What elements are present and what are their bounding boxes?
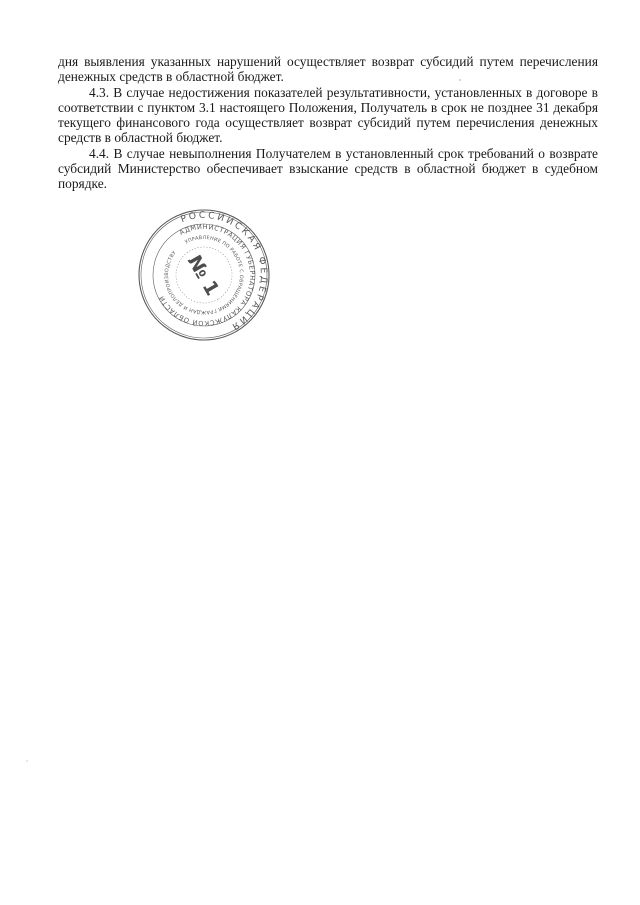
stamp-middle-text: АДМИНИСТРАЦИЯ ГУБЕРНАТОРА КАЛУЖСКОЙ ОБЛАСТИ [157,222,257,328]
paragraph-continuation: дня выявления указанных нарушений осуществляет возврат субсидий путем перечисления денежных средств в областной бюджет. [58,54,598,85]
scan-speck [26,760,28,762]
document-body [58,54,598,192]
stamp-outer-text: РОССИЙСКАЯ ФЕДЕРАЦИЯ [179,209,270,333]
scan-speck [459,79,461,81]
paragraph-4-3: 4.3. В случае недостижения показателей результативности, установленных в договоре в соответствии с пунктом 3.1 настоящего Положения, Получатель в срок не позднее 31 декабря текущего финансового года осуществляет возврат субсидий путем перечисления денежных средств в областной бюджет. [58,84,598,146]
stamp-number: № 1 [182,251,224,300]
official-seal-stamp [137,208,271,342]
stamp-inner-text: УПРАВЛЕНИЕ ПО РАБОТЕ С ОБРАЩЕНИЯМИ ГРАЖДАН И ДЕЛОПРОИЗВОДСТВУ [163,234,245,316]
paragraph-4-4: 4.4. В случае невыполнения Получателем в установленный срок требований о возврате субсидий Министерство обеспечивает взыскание средств в областной бюджет в судебном порядке. [58,145,598,192]
